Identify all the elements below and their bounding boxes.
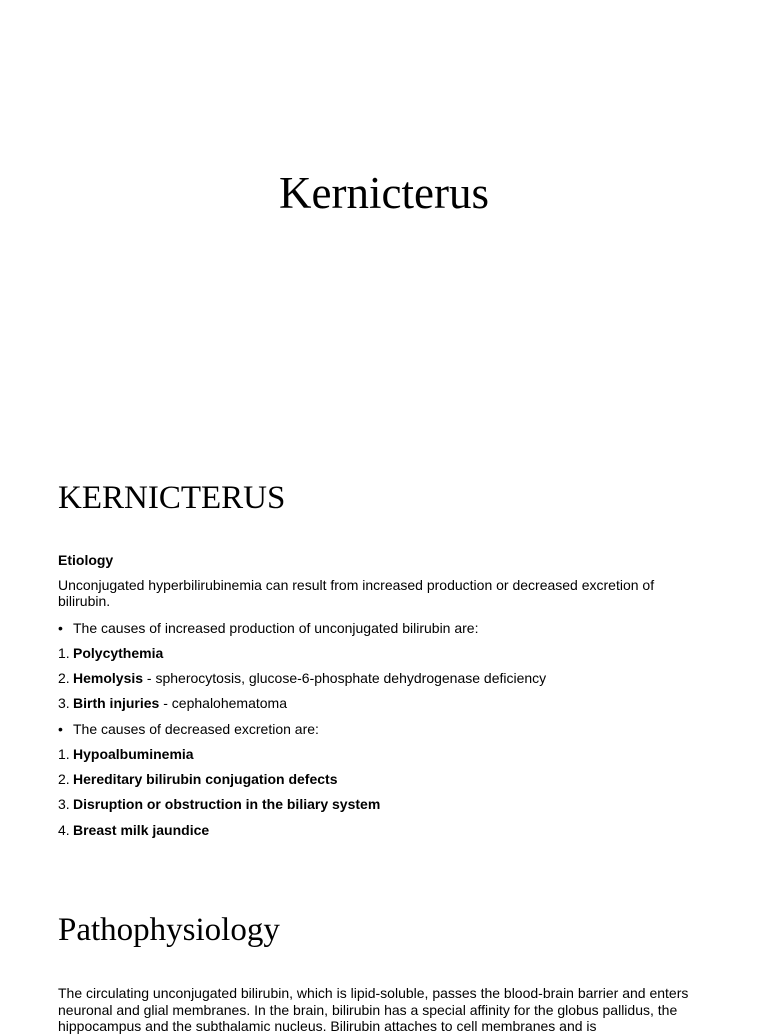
- list-item: 3. Disruption or obstruction in the biliary system: [58, 796, 381, 812]
- section-heading-pathophysiology: Pathophysiology: [58, 912, 280, 948]
- bullet-icon: •: [58, 620, 63, 636]
- etiology-subheading: Etiology: [58, 552, 114, 568]
- list-item: 1. Hypoalbuminemia: [58, 746, 194, 762]
- etiology-intro: Unconjugated hyperbilirubinemia can result from increased production or decreased excretion of bilirubin.: [58, 577, 655, 609]
- bullet-increased-production: • The causes of increased production of unconjugated bilirubin are:: [58, 620, 479, 636]
- list-item: 3. Birth injuries - cephalohematoma: [58, 695, 287, 711]
- section-heading-kernicterus: KERNICTERUS: [58, 480, 286, 516]
- bullet-icon: •: [58, 721, 63, 737]
- list-item: 2. Hemolysis - spherocytosis, glucose-6-phosphate dehydrogenase deficiency: [58, 670, 547, 686]
- list-item: 2. Hereditary bilirubin conjugation defects: [58, 771, 338, 787]
- bullet-decreased-excretion: • The causes of decreased excretion are:: [58, 721, 319, 737]
- slide-title: Kernicterus: [279, 168, 489, 218]
- list-item: 1. Polycythemia: [58, 645, 164, 661]
- list-item: 4. Breast milk jaundice: [58, 822, 210, 838]
- pathophysiology-paragraph: The circulating unconjugated bilirubin, which is lipid-soluble, passes the blood-brain barrier and enters neuronal and glial membranes. In the brain, bilirubin has a special affinity for the globus pallidus, the hippocampus and the subthalamic nucleus. Bilirubin attaches to cell membranes and is: [58, 985, 689, 1034]
